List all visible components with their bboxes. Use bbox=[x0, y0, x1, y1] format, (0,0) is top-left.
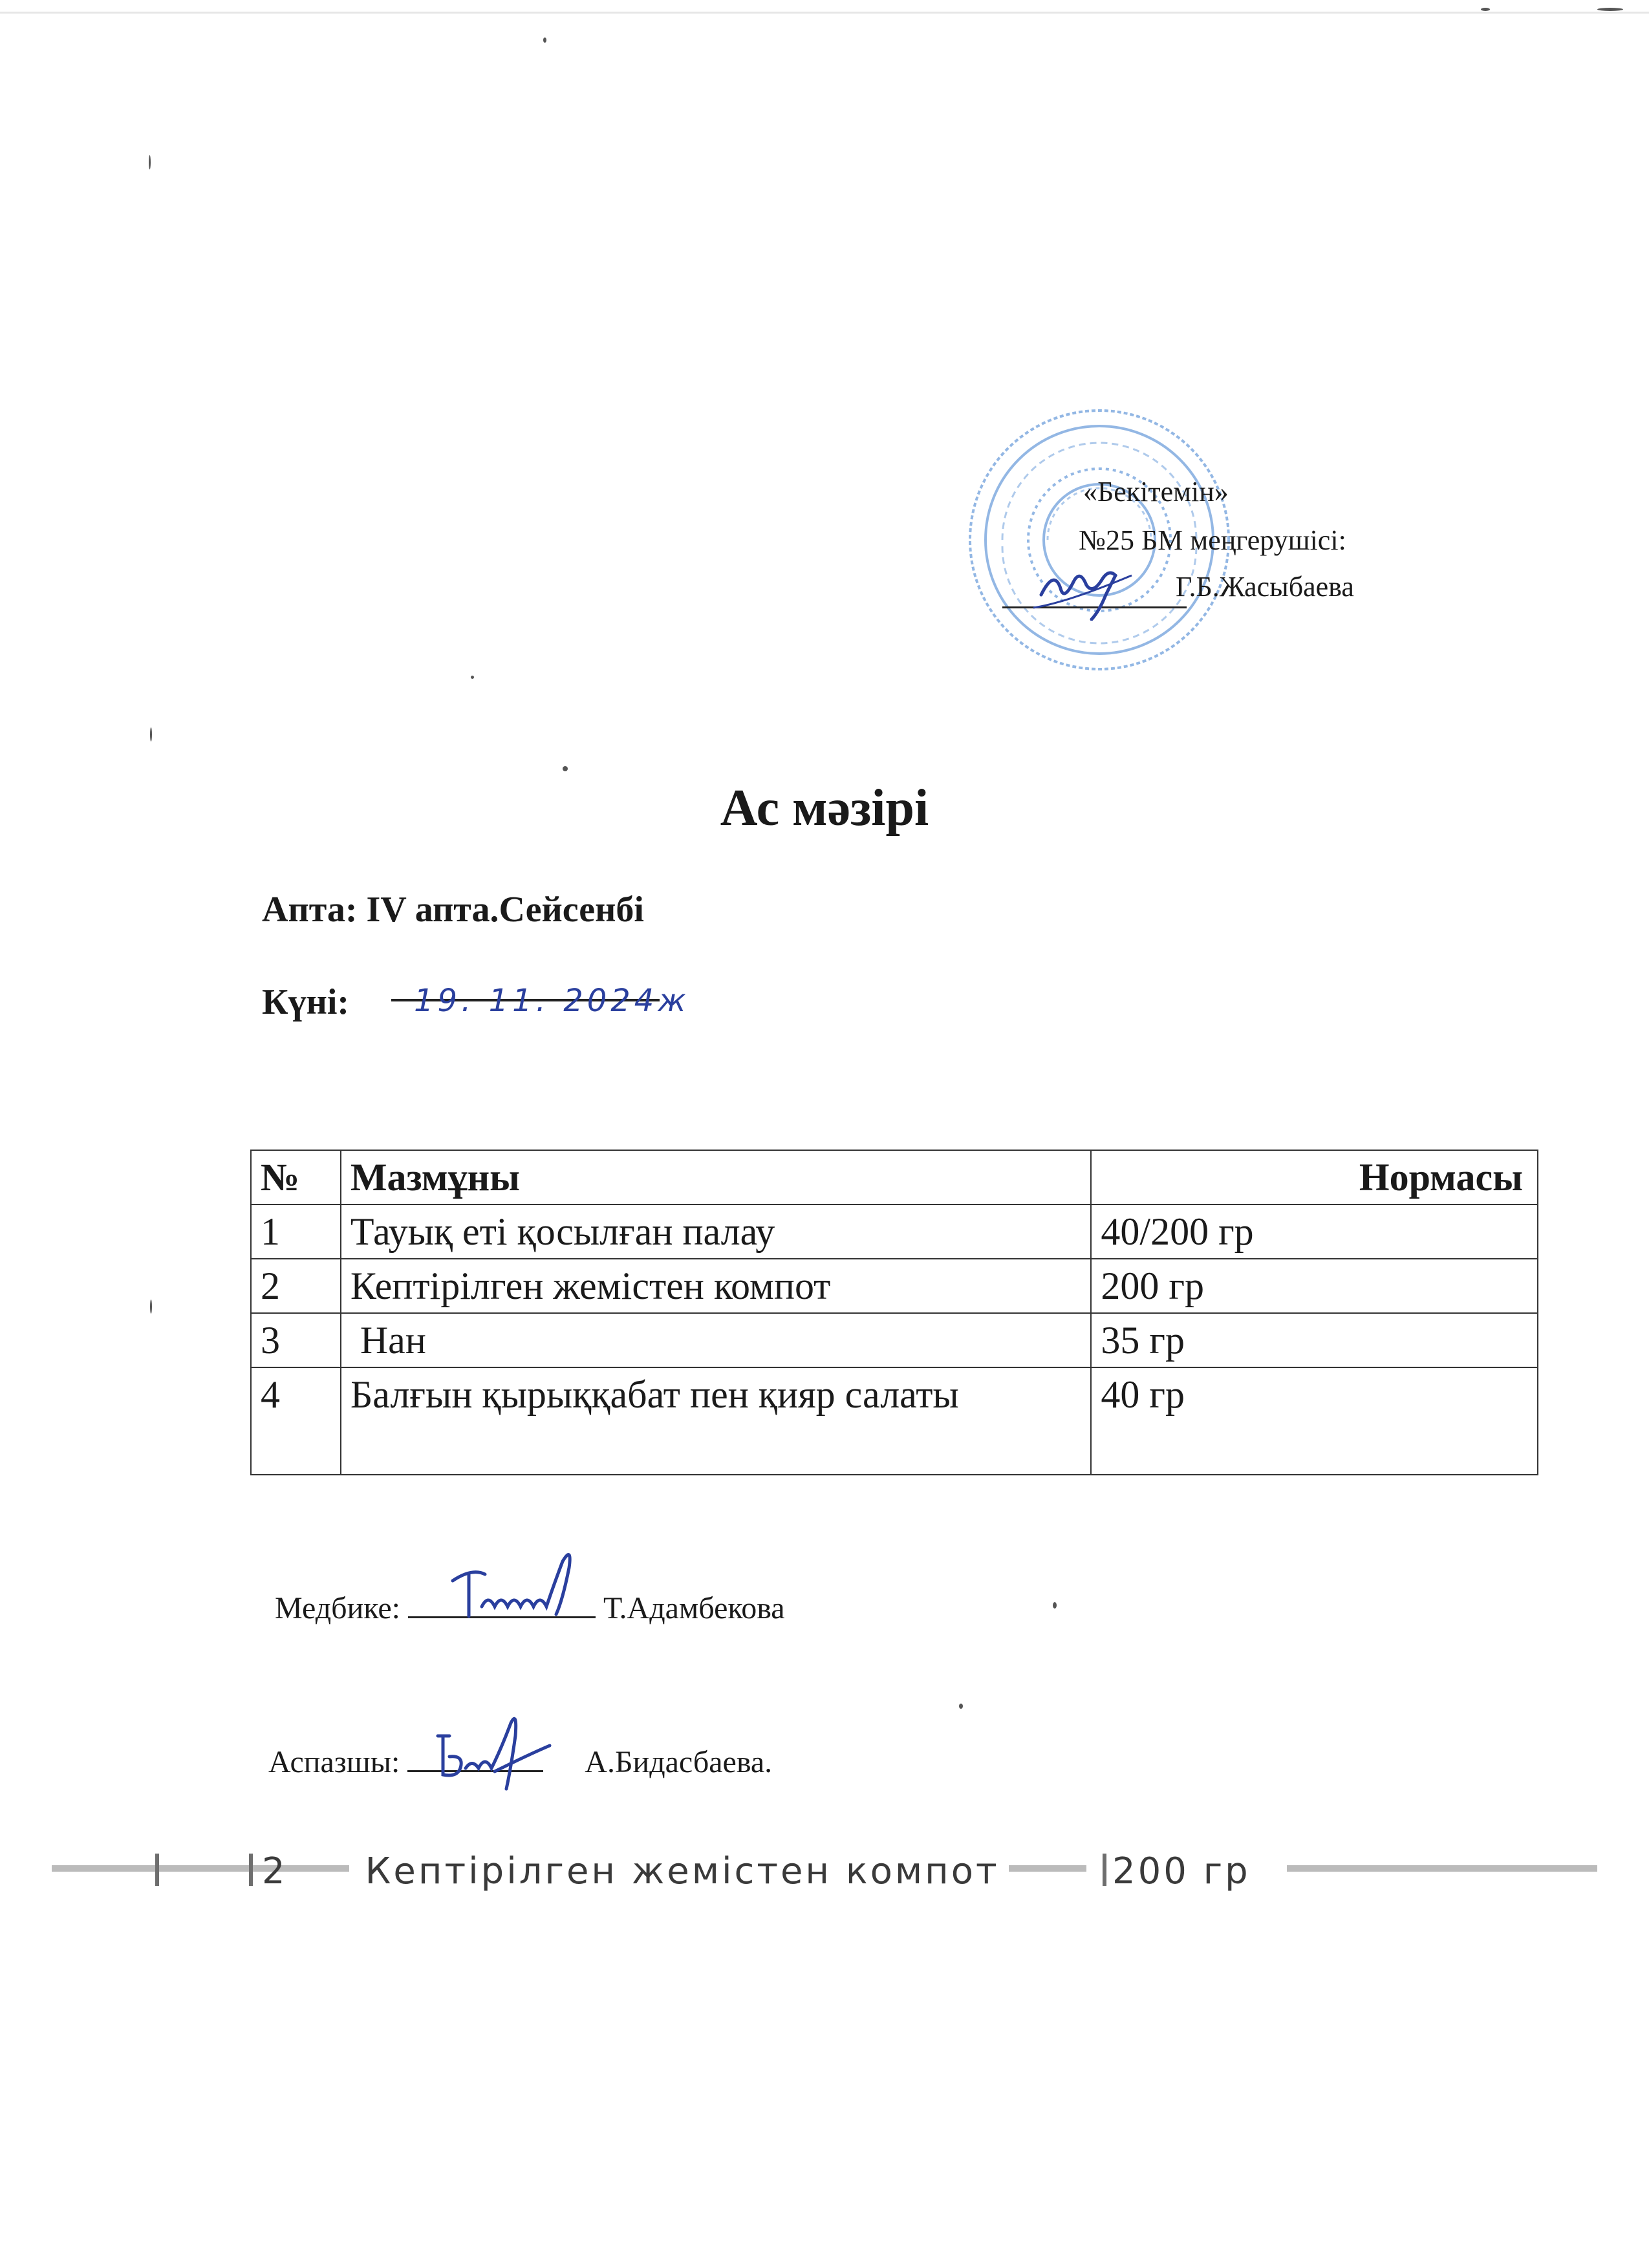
scan-speck bbox=[1481, 8, 1490, 11]
row-norm: 35 гр bbox=[1091, 1313, 1538, 1367]
scan-speck bbox=[150, 1300, 152, 1314]
table-header-row bbox=[251, 1150, 1538, 1204]
scan-speck bbox=[1053, 1602, 1057, 1609]
row-number: 1 bbox=[251, 1204, 341, 1259]
table-row bbox=[251, 1367, 1538, 1475]
scan-speck bbox=[471, 676, 474, 679]
cook-name: А.Бидасбаева. bbox=[585, 1745, 773, 1779]
table-row bbox=[251, 1313, 1538, 1367]
head-signature bbox=[1028, 550, 1138, 621]
row-content: Тауық еті қосылған палау bbox=[341, 1204, 1092, 1259]
scan-speck bbox=[149, 155, 151, 169]
nurse-label: Медбике: bbox=[275, 1591, 401, 1625]
approval-name: Г.Б.Жасыбаева bbox=[1176, 571, 1354, 603]
scan-speck bbox=[563, 766, 568, 771]
menu-table bbox=[250, 1150, 1538, 1475]
table-row bbox=[251, 1204, 1538, 1259]
table-row bbox=[251, 1259, 1538, 1313]
approval-title: «Бекітемін» bbox=[1083, 476, 1229, 508]
bleed-through-norm: 200 гр bbox=[1112, 1850, 1251, 1892]
row-number: 4 bbox=[251, 1367, 341, 1475]
date-label: Күні: bbox=[262, 982, 350, 1022]
row-norm: 40 гр bbox=[1091, 1367, 1538, 1475]
scan-speck bbox=[150, 727, 152, 742]
scan-speck bbox=[1597, 8, 1623, 11]
cook-signature bbox=[430, 1710, 559, 1794]
row-norm: 200 гр bbox=[1091, 1259, 1538, 1313]
week-label: Апта: IV апта.Сейсенбі bbox=[262, 890, 644, 930]
nurse-signature bbox=[446, 1542, 595, 1639]
cook-label: Аспазшы: bbox=[268, 1745, 400, 1779]
header-number: № bbox=[251, 1150, 341, 1204]
header-norm: Нормасы bbox=[1091, 1150, 1538, 1204]
scan-speck bbox=[959, 1704, 963, 1709]
scan-edge-mark bbox=[0, 12, 1649, 14]
scan-speck bbox=[543, 37, 546, 43]
row-content: Кептірілген жемістен компот bbox=[341, 1259, 1092, 1313]
bleed-through-number: 2 bbox=[262, 1850, 288, 1892]
row-content: Нан bbox=[341, 1313, 1092, 1367]
bleed-through-dish: Кептірілген жемістен компот bbox=[365, 1850, 1000, 1892]
bleed-through-content bbox=[262, 1850, 1000, 1892]
approval-position: №25 БМ меңгерушісі: bbox=[1079, 524, 1346, 556]
row-number: 2 bbox=[251, 1259, 341, 1313]
nurse-name: Т.Адамбекова bbox=[603, 1591, 785, 1625]
header-content: Мазмұны bbox=[341, 1150, 1092, 1204]
row-content: Балғын қырыққабат пен қияр салаты bbox=[341, 1367, 1092, 1475]
row-norm: 40/200 гр bbox=[1091, 1204, 1538, 1259]
document-title: Ас мәзірі bbox=[720, 780, 929, 837]
row-number: 3 bbox=[251, 1313, 341, 1367]
date-handwritten: 19. 11. 2024ж bbox=[414, 983, 690, 1019]
